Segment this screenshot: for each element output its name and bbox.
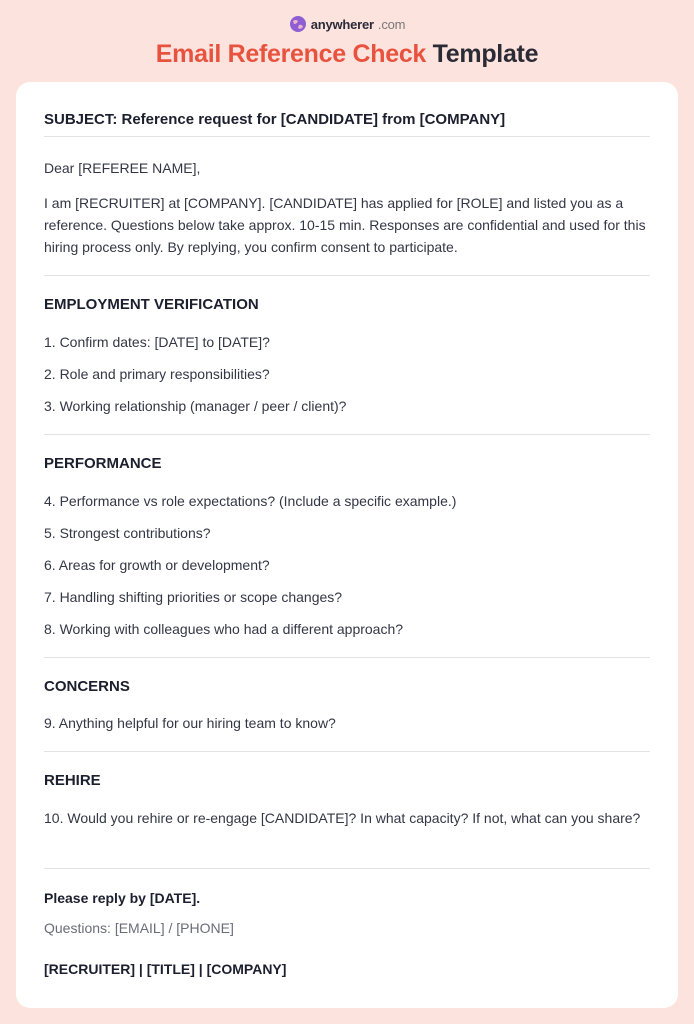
page-title <box>0 40 694 69</box>
question-item: 4. Performance vs role expectations? (Include a specific example.) <box>44 493 457 509</box>
signature-line: [RECRUITER] | [TITLE] | [COMPANY] <box>44 961 287 977</box>
question-item: 3. Working relationship (manager / peer / client)? <box>44 398 347 414</box>
intro-paragraph: I am [RECRUITER] at [COMPANY]. [CANDIDATE] has applied for [ROLE] and listed you as a reference. Questions below take approx. 10-15 min. Responses are confidential and used for this hiring process only. By replying, you confirm consent to participate. <box>44 195 646 255</box>
question-item: 6. Areas for growth or development? <box>44 557 270 573</box>
question-item: 1. Confirm dates: [DATE] to [DATE]? <box>44 334 270 350</box>
question-item: 10. Would you rehire or re-engage [CANDIDATE]? In what capacity? If not, what can you share? <box>44 810 641 826</box>
divider <box>44 434 650 435</box>
globe-logo-icon <box>289 15 307 33</box>
divider <box>44 868 650 869</box>
brand-header <box>0 15 694 33</box>
brand-domain: .com <box>377 16 406 32</box>
email-subject: SUBJECT: Reference request for [CANDIDATE] from [COMPANY] <box>44 111 506 128</box>
question-item: 2. Role and primary responsibilities? <box>44 366 270 382</box>
email-template-card <box>16 82 678 1008</box>
question-item: 9. Anything helpful for our hiring team to know? <box>44 715 336 731</box>
section-heading-concerns: CONCERNS <box>44 678 130 695</box>
divider <box>44 136 650 137</box>
divider <box>44 657 650 658</box>
question-item: 5. Strongest contributions? <box>44 525 211 541</box>
divider <box>44 751 650 752</box>
section-heading-employment: EMPLOYMENT VERIFICATION <box>44 296 259 313</box>
reply-by-line: Please reply by [DATE]. <box>44 890 201 906</box>
greeting: Dear [REFEREE NAME], <box>44 160 201 176</box>
question-item: 8. Working with colleagues who had a different approach? <box>44 621 404 637</box>
brand-name: anywherer <box>310 16 374 32</box>
divider <box>44 275 650 276</box>
section-heading-rehire: REHIRE <box>44 772 101 789</box>
contact-line: Questions: [EMAIL] / [PHONE] <box>44 920 234 936</box>
section-heading-performance: PERFORMANCE <box>44 455 162 472</box>
title-accent: Email Reference Check <box>155 40 427 68</box>
title-rest: Template <box>426 40 539 68</box>
question-item: 7. Handling shifting priorities or scope changes? <box>44 589 343 605</box>
